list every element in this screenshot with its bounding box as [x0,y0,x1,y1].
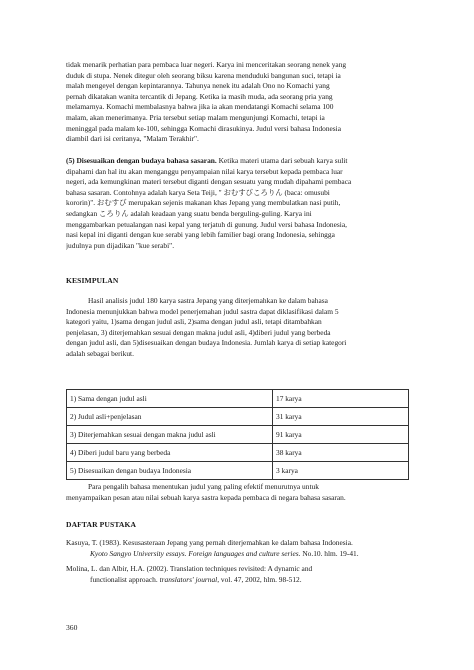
text-line: kategori yaitu, 1)sama dengan judul asli, 2)sama dengan judul asli, tetapi ditambahkan [66,317,322,327]
table-row [67,408,409,426]
table-cell-count: 3 karya [273,462,409,480]
table-cell-count: 31 karya [273,408,409,426]
text-line: dipahami dan hal itu akan menganggu penyampaian nilai karya tersebut kepada pembaca luar [66,166,343,176]
heading-daftar-pustaka: DAFTAR PUSTAKA [66,520,137,529]
page-number: 360 [66,623,78,632]
reference-line [66,575,409,586]
reference-line [66,549,409,560]
table-row [67,444,409,462]
text-line: Indonesia menunjukkan bahwa model penerjemahan judul sastra dapat diklasifikasi dalam 5 [66,306,339,316]
text-run: functionalist approach. [90,574,160,584]
paragraph-kesimpulan [66,296,409,360]
results-table [66,389,409,480]
table-cell-count: 38 karya [273,444,409,462]
heading-kesimpulan: KESIMPULAN [66,276,119,285]
text-line: menyampaikan pesan atau nilai sebuah karya sastra kepada pembaca di negara bahasa sasaran. [66,492,346,502]
journal-title: translators' journal [159,574,218,584]
section-lead: (5) Disesuaikan dengan budaya bahasa sasaran. [66,156,217,165]
text-line: Para pengalih bahasa menentukan judul yang paling efektif menurutnya untuk [88,482,319,491]
text-line: duduk di stupa. Nenek ditegur oleh seorang biksu karena menduduki bangunan suci, tetapi ia [66,70,341,80]
text-line: Hasil analisis judul 180 karya sastra Jepang yang diterjemahkan ke dalam bahasa [88,296,328,305]
text-line [66,156,409,167]
paragraph-komachi [66,60,409,145]
text-run: Ketika materi utama dari sebuah karya sulit [216,156,348,165]
text-line: malah mengeyel dengan kepintarannya. Tahunya nenek itu adalah Ono no Komachi yang [66,81,330,91]
table-row [67,426,409,444]
table-cell-count: 91 karya [273,426,409,444]
text-line: malam, akan menerimanya. Pria tersebut setiap malam mengunjungi Komachi, tetapi ia [66,112,325,122]
table-cell-category: 4) Diberi judul baru yang berbeda [67,444,273,462]
text-line: kororin)". おむすび merupakan sejenis makanan khas Jepang yang membulatkan nasi putih, [66,198,341,208]
paragraph-closing [66,482,409,503]
reference-kasuya [66,538,409,559]
text-line: menggambarkan petualangan nasi kepal yang terjatuh di gunung. Judul versi bahasa Indonesia, [66,219,347,229]
reference-molina [66,564,409,585]
text-line: dengan judul asli, dan 5)disesuaikan dengan budaya Indonesia. Jumlah karya di setiap kategori [66,338,347,348]
text-run: No.10. hlm. 19-41. [300,548,359,558]
text-line: pernah dikatakan wanita tercantik di Jepang. Ketika ia masih muda, ada seorang pria yang [66,91,333,101]
table-row [67,390,409,408]
paragraph-cultural-adaptation [66,156,409,251]
table-cell-category: 1) Sama dengan judul asli [67,390,273,408]
text-line: tidak menarik perhatian para pembaca luar negeri. Karya ini menceritakan seorang nenek yang [66,60,347,69]
text-line: sedangkan ころりん adalah keadaan yang suatu benda berguling-guling. Karya ini [66,208,312,218]
text-run: , vol. 47, 2002, hlm. 98-512. [217,574,302,584]
text-line: meninggal pada malam ke-100, sehingga Komachi dirasukinya. Judul versi bahasa Indonesia [66,123,342,133]
text-line: negeri, ada kemungkinan materi tersebut diganti dengan sesuatu yang mudah dipahami pembaca [66,177,352,187]
reference-line: Molina, L. dan Albir, H.A. (2002). Translation techniques revisited: A dynamic and [66,564,313,573]
table-cell-category: 2) Judul asli+penjelasan [67,408,273,426]
text-line: judulnya pun dijadikan "kue serabi". [66,240,175,250]
table-cell-category: 5) Disesuaikan dengan budaya Indonesia [67,462,273,480]
table-cell-count: 17 karya [273,390,409,408]
reference-line: Kasuya, T. (1983). Kesusasteraan Jepang yang pernah diterjemahkan ke dalam bahasa Indonesia. [66,538,353,547]
text-line: nasi kepal ini diganti dengan kue serabi yang lebih familier bagi orang Indonesia, sehingga [66,230,335,240]
text-line: bahasa sasaran. Contohnya adalah karya Seta Teiji, " おむすびころりん (baca: omusubi [66,187,330,197]
text-line: penjelasan, 3) diterjemahkan sesuai dengan makna judul asli, 4)diberi judul yang berbeda [66,327,331,337]
text-line: adalah sebagai berikut. [66,348,134,358]
table-row [67,462,409,480]
journal-title: Kyoto Sangyo University essays. Foreign languages and culture series. [90,548,301,558]
text-line: diambil dari isi ceritanya, "Malam Terakhir". [66,134,199,144]
text-line: melamarnya. Komachi membalasnya bahwa jika ia akan mendatangi Komachi selama 100 [66,102,334,112]
table-cell-category: 3) Diterjemahkan sesuai dengan makna judul asli [67,426,273,444]
